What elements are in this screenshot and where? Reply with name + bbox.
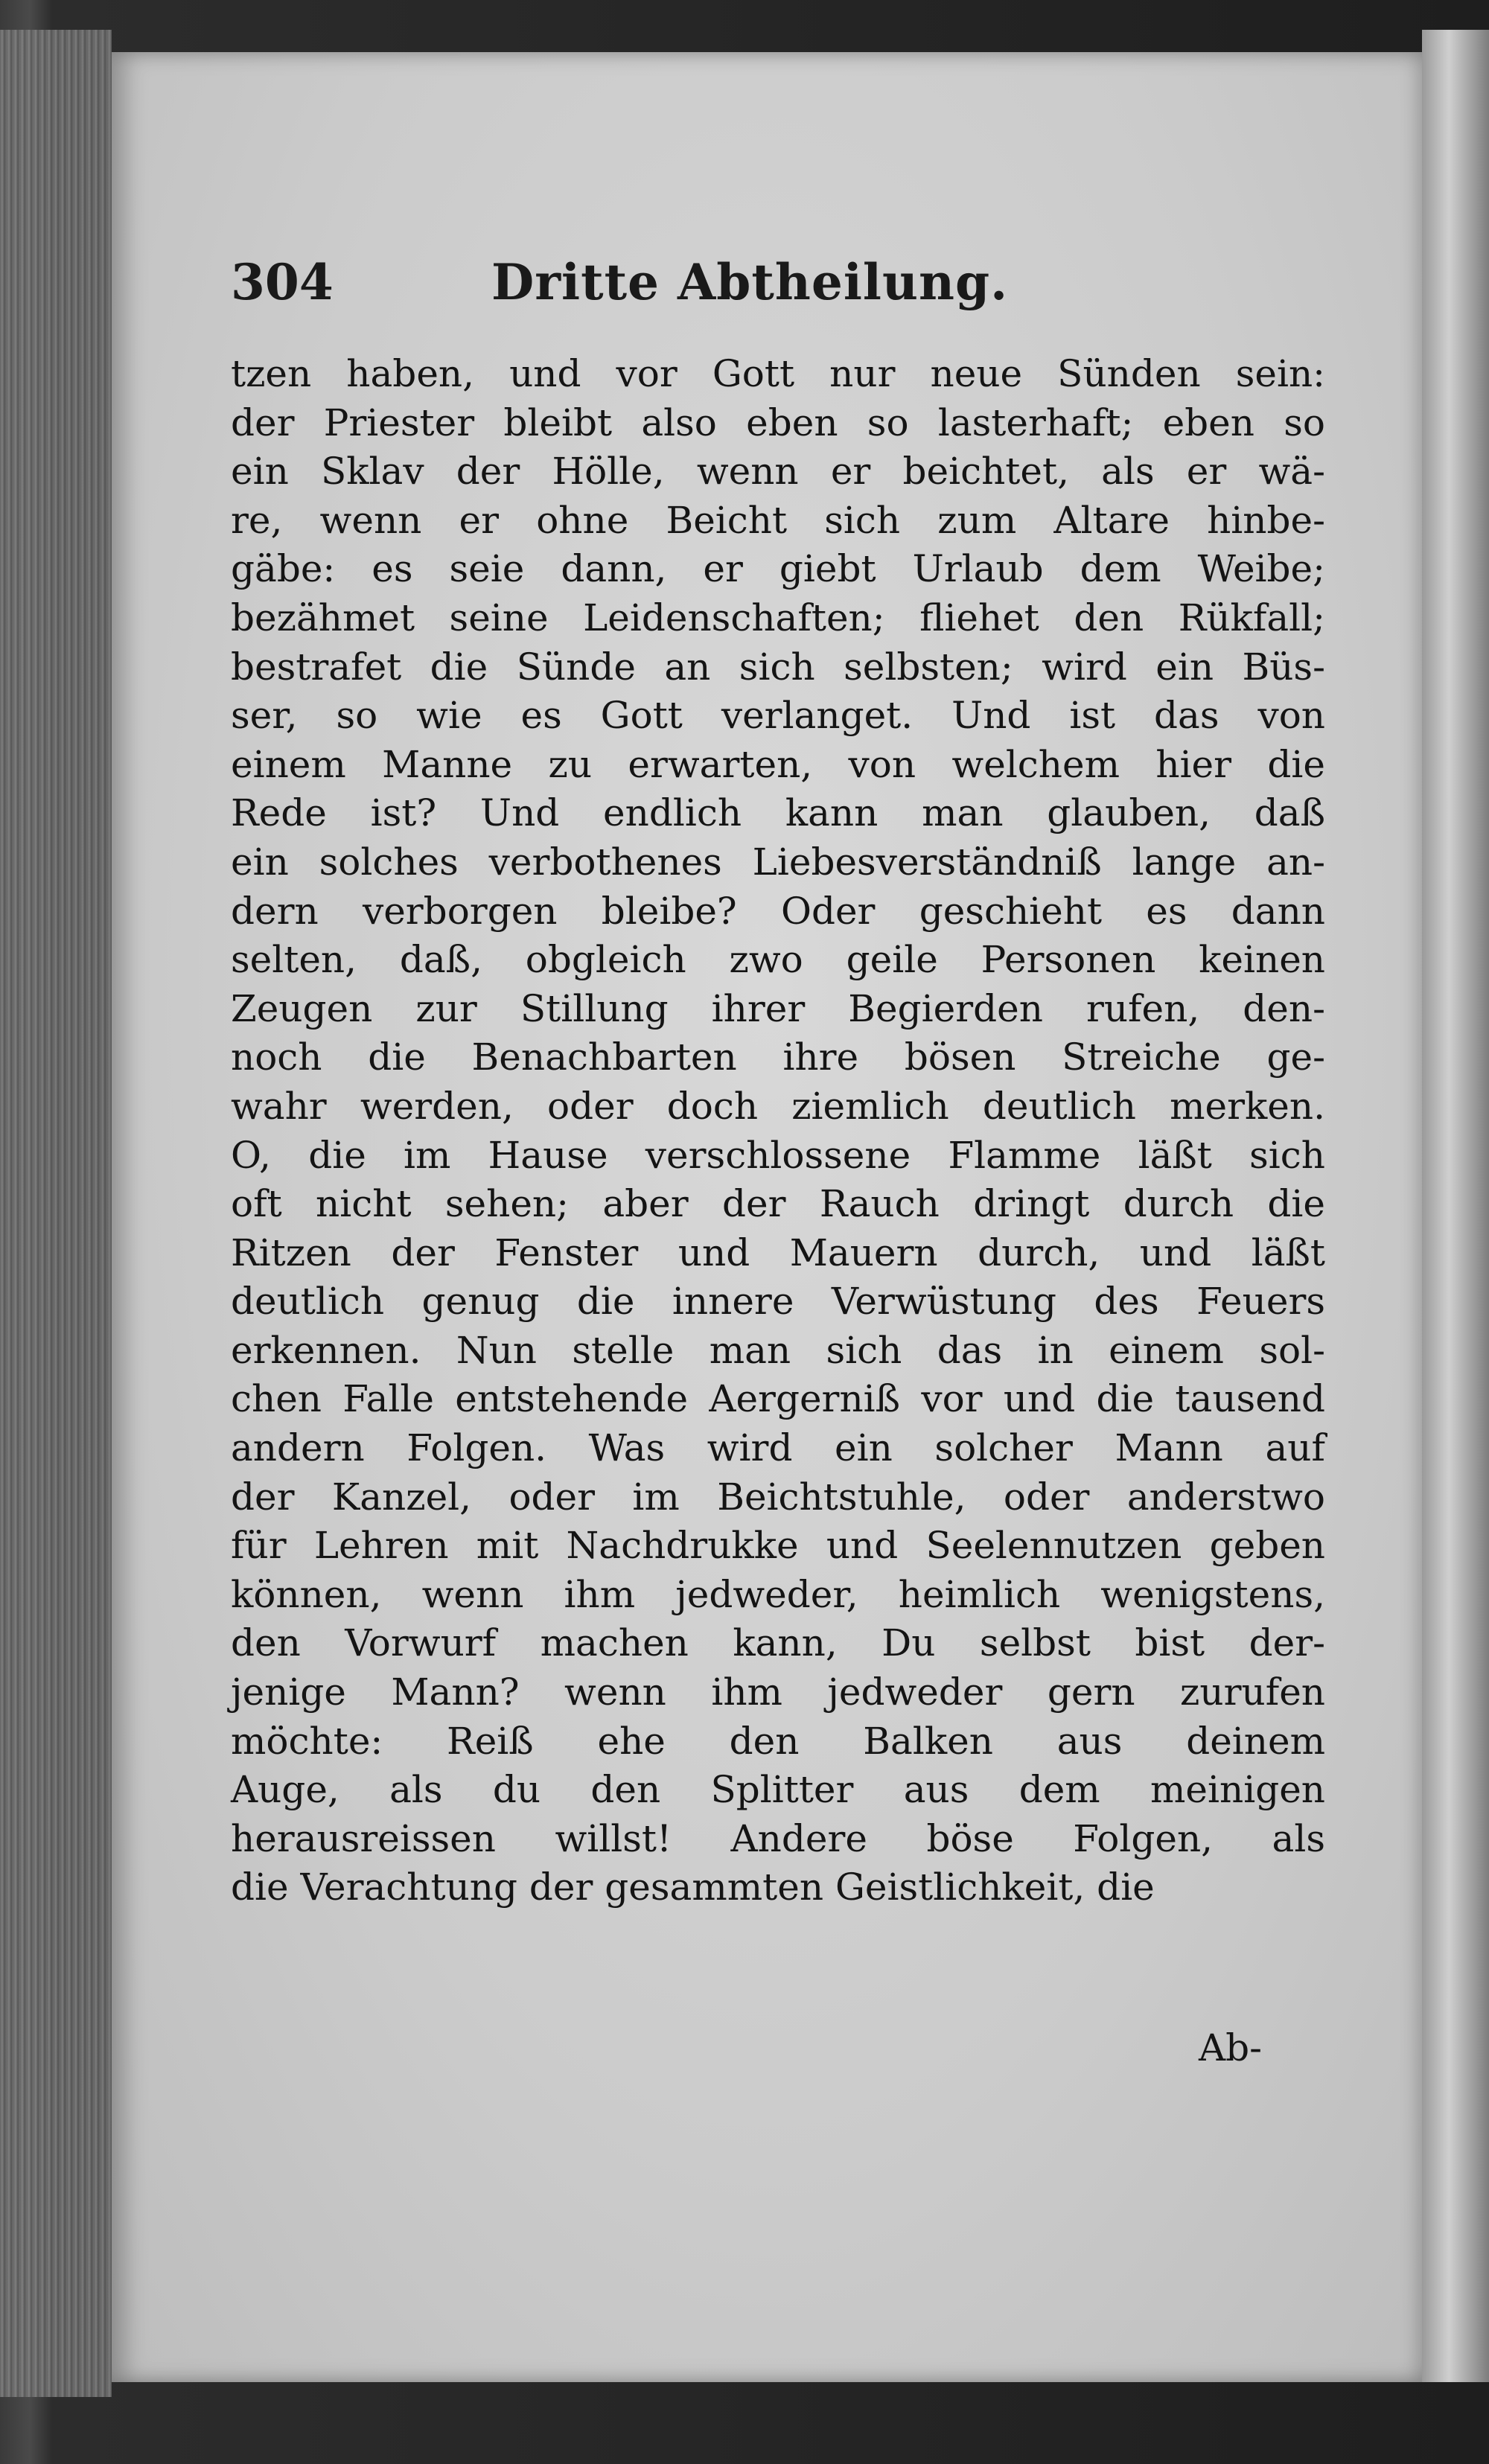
text-line: deutlich genug die innere Verwüstung des Feuers	[231, 1280, 1325, 1324]
page-number: 304	[231, 253, 334, 311]
text-line: oft nicht sehen; aber der Rauch dringt durch die	[231, 1182, 1325, 1226]
text-line: den Vorwurf machen kann, Du selbst bist der-	[231, 1621, 1325, 1665]
text-line: bestrafet die Sünde an sich selbsten; wird ein Büs-	[231, 645, 1325, 689]
text-line: die Verachtung der gesammten Geistlichkeit, die	[231, 1865, 1155, 1909]
text-line: für Lehren mit Nachdrukke und Seelennutzen geben	[231, 1524, 1325, 1568]
text-line: tzen haben, und vor Gott nur neue Sünden sein:	[231, 352, 1325, 395]
book-fore-edge	[1422, 30, 1489, 2382]
text-line: Rede ist? Und endlich kann man glauben, daß	[231, 791, 1325, 835]
text-line: O, die im Hause verschlossene Flamme läßt sich	[231, 1133, 1325, 1177]
book-spine-edge	[0, 30, 112, 2397]
text-line: Auge, als du den Splitter aus dem meinigen	[231, 1768, 1325, 1812]
text-line: erkennen. Nun stelle man sich das in einem sol-	[231, 1328, 1325, 1372]
text-line: noch die Benachbarten ihre bösen Streiche ge-	[231, 1035, 1325, 1079]
text-line: Ritzen der Fenster und Mauern durch, und läßt	[231, 1231, 1325, 1274]
running-head: Dritte Abtheilung.	[491, 253, 1009, 311]
text-line: chen Falle entstehende Aergerniß vor und die tausend	[231, 1377, 1325, 1421]
text-line: bezähmet seine Leidenschaften; fliehet den Rükfall;	[231, 596, 1325, 639]
text-line: ein Sklav der Hölle, wenn er beichtet, als er wä-	[231, 450, 1325, 494]
text-line: möchte: Reiß ehe den Balken aus deinem	[231, 1719, 1325, 1763]
text-line: herausreissen willst! Andere böse Folgen, als	[231, 1816, 1325, 1860]
text-line: einem Manne zu erwarten, von welchem hier die	[231, 742, 1325, 786]
text-line: jenige Mann? wenn ihm jedweder gern zurufen	[231, 1670, 1325, 1714]
page-header	[231, 253, 1020, 320]
text-line: re, wenn er ohne Beicht sich zum Altare hinbe-	[231, 498, 1325, 542]
text-line: wahr werden, oder doch ziemlich deutlich merken.	[231, 1084, 1325, 1128]
body-text	[231, 350, 1325, 1912]
text-line: ser, so wie es Gott verlanget. Und ist das von	[231, 694, 1325, 738]
text-line: Zeugen zur Stillung ihrer Begierden rufen, den-	[231, 986, 1325, 1030]
text-line: der Priester bleibt also eben so lasterhaft; eben so	[231, 400, 1325, 444]
text-line: dern verborgen bleibe? Oder geschieht es dann	[231, 889, 1325, 933]
text-line: ein solches verbothenes Liebesverständniß lange an-	[231, 840, 1325, 884]
text-line: andern Folgen. Was wird ein solcher Mann auf	[231, 1426, 1325, 1470]
catchword: Ab-	[1199, 2026, 1263, 2069]
text-line: der Kanzel, oder im Beichtstuhle, oder anderstwo	[231, 1475, 1325, 1519]
text-line: können, wenn ihm jedweder, heimlich wenigstens,	[231, 1572, 1325, 1616]
text-line: gäbe: es seie dann, er giebt Urlaub dem Weibe;	[231, 547, 1325, 591]
text-line: selten, daß, obgleich zwo geile Personen keinen	[231, 938, 1325, 982]
